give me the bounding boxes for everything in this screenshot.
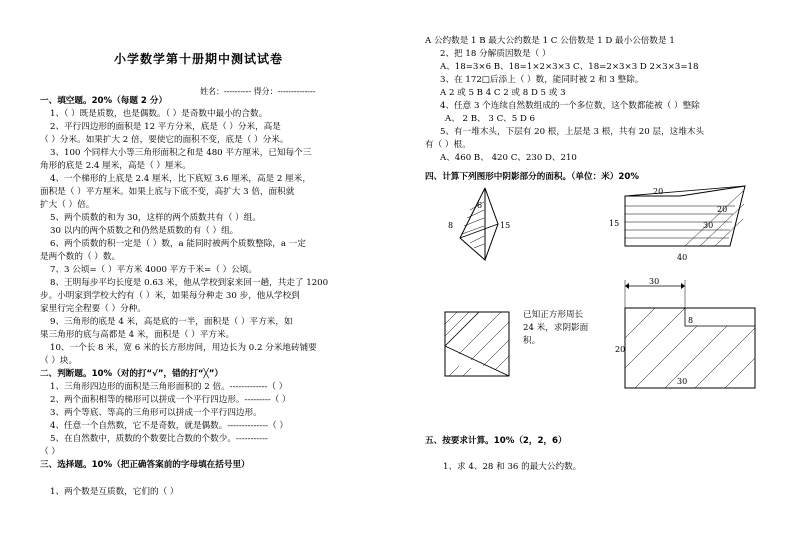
fig2-right-top-label: 20 [717, 205, 728, 214]
left-line: 30 以内的两个质数之和仍然是质数的有（ ）组。 [50, 226, 239, 236]
fig2-right-mid-label: 30 [703, 221, 714, 230]
fig1-right-label: 15 [500, 221, 511, 230]
left-line: 扩大（ ）倍。 [40, 200, 95, 210]
fig1-top-label: 6 [477, 201, 483, 210]
left-line: 3、100 个同样大小等三角形面积之和是 480 平方厘米，已知每个三 [50, 148, 312, 158]
left-line: 4、一个梯形的上底是 2.4 厘米，比下底短 3.6 厘米，高是 2 厘米， [50, 174, 311, 184]
right-line: 2、把 18 分解质因数是（ ） [440, 49, 551, 59]
fig4-top-label: 30 [649, 277, 660, 286]
right-line: A 2 或 5 B 4 C 2 或 8 D 5 或 3 [440, 88, 566, 98]
left-line: 面积是（ ）平方厘米。如果上底与下底不变，高扩大 3 倍，面积就 [40, 187, 295, 197]
right-line: A、 2 B、 3 C、5 D 6 [445, 114, 536, 124]
fig3-note-1: 已知正方形周长 [523, 310, 584, 320]
right-line: A、18=3×6 B、18=1×2×3×3 C、18=2×3×3 D 2×3×3=18 [440, 62, 699, 72]
fig4-right-label: 8 [688, 316, 694, 325]
right-line: 1、求 4、28 和 36 的最大公约数。 [443, 462, 582, 472]
right-line: 五、按要求计算。10%（2，2，6） [425, 436, 567, 446]
left-line: 果三角形的底与高都是 4 米，面积是（ ）平方米。 [40, 330, 235, 340]
left-line: 1、（ ）既是质数，也是偶数。（ ）是奇数中最小的合数。 [50, 109, 268, 119]
name-score-line: 姓名：---------- 得分：-------------- [200, 87, 316, 96]
left-line: （ ） [40, 447, 60, 457]
fig3-note-2: 24 米，求阴影面 [523, 323, 589, 333]
left-line: 步。小明家到学校大约有（ ）米，如果每分种走 30 步，他从学校到 [40, 291, 300, 301]
fig2-bottom-label: 40 [677, 253, 688, 262]
figure-rectangle [615, 277, 765, 398]
fig2-left-label: 15 [609, 219, 620, 228]
left-line: 8、王明每步平均长度是 0.63 米，他从学校到家来回一趟，共走了 1200 [50, 278, 329, 288]
fig1-left-label: 8 [448, 221, 454, 230]
left-line: 4、任意一个自然数，它不是奇数，就是偶数。--------------（ ） [50, 421, 288, 431]
left-line: 是两个数的（ ）数。 [40, 252, 121, 262]
right-line: A 公约数是 1 B 最大公约数是 1 C 公倍数是 1 D 最小公倍数是 1 [425, 36, 675, 46]
right-line: 3、在 172□后添上（ ）数，能同时被 2 和 3 整除。 [440, 75, 644, 85]
figure-square [445, 312, 515, 382]
fig4-bottom-label: 30 [677, 377, 688, 386]
page-title: 小学数学第十册期中测试试卷 [114, 52, 284, 66]
left-line: 一、填空题。20%（每题 2 分） [40, 96, 168, 106]
left-line: （ ）块。 [40, 356, 78, 366]
left-line: 2、两个面积相等的梯形可以拼成一个平行四边形。---------（ ） [50, 395, 291, 405]
right-line: 5、有一堆木头，下层有 20 根，上层是 3 根，共有 20 层，这堆木头 [440, 127, 705, 137]
left-line: 角形的底是 2.4 厘米，高是（ ）厘米。 [40, 161, 191, 171]
left-line: 5、在自然数中，质数的个数要比合数的个数少。----------- [50, 434, 268, 444]
right-line: 4、任意 3 个连续自然数组成的一个多位数，这个数都能被（ ）整除 [440, 101, 700, 111]
left-line: 家里行完全程要（ ）分种。 [40, 304, 146, 314]
left-line: 3、两个等底、等高的三角形可以拼成一个平行四边形。 [50, 408, 262, 418]
right-line: 有（ ）根。 [425, 140, 471, 150]
left-line: 10、一个长 8 米，宽 6 米的长方形房间，用边长为 0.2 分米地砖铺要 [50, 343, 317, 353]
left-line: 6、两个质数的积一定是（ ）数，a 能同时被两个质数整除，a 一定 [50, 239, 306, 249]
right-line: A、460 B、 420 C、230 D、210 [440, 153, 577, 163]
left-line: 7、3 公顷=（ ）平方米 4000 平方千米=（ ）公顷。 [50, 265, 257, 275]
left-line: 2、平行四边形的面积是 12 平方分米，底是（ ）分米，高是 [50, 122, 281, 132]
figure-triangle [440, 188, 520, 268]
fig3-note-3: 积。 [523, 336, 541, 346]
left-line: 1、两个数是互质数，它们的（ ） [50, 487, 179, 497]
right-line: 四、计算下列图形中阴影部分的面积。（单位：米）20% [425, 172, 639, 182]
left-line: 5、两个质数的和为 30，这样的两个质数共有（ ）组。 [50, 213, 261, 223]
figure-trapezoid [609, 186, 765, 266]
left-line: 三、选择题。10%（把正确答案前的字母填在括号里） [40, 460, 250, 470]
fig4-left-label: 20 [615, 345, 626, 354]
left-line: 1、三角形四边形的面积是三角形面积的 2 倍。-------------（ ） [50, 382, 288, 392]
left-line: （ ）分米。如果扩大 2 倍，要使它的面积不变，底是（ ）分米。 [40, 135, 289, 145]
fig2-top-label: 20 [653, 187, 664, 196]
left-line: 9、三角形的底是 4 米，高是底的一半，面积是（ ）平方米，如 [50, 317, 293, 327]
left-line: 二、判断题。10%（对的打“√”，错的打“╳”） [40, 369, 223, 379]
